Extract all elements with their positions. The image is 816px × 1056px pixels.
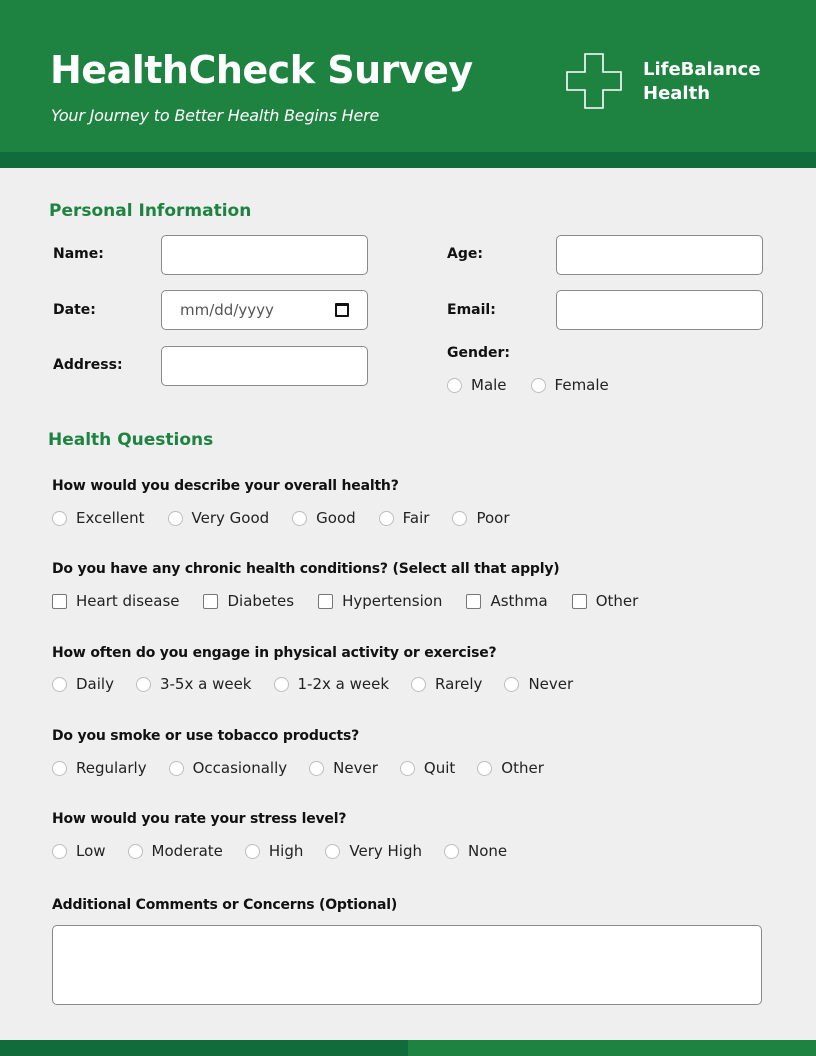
option-label: Fair [402, 509, 430, 527]
option-quit[interactable] [400, 759, 455, 777]
radio-button[interactable] [52, 844, 67, 859]
header-accent-band [0, 152, 816, 168]
option-high[interactable] [245, 842, 303, 860]
checkbox[interactable] [318, 594, 333, 609]
radio-button[interactable] [52, 677, 67, 692]
checkbox[interactable] [466, 594, 481, 609]
calendar-icon[interactable] [335, 303, 349, 317]
option-very-good[interactable] [168, 509, 270, 527]
option-other[interactable] [572, 592, 639, 610]
option-fair[interactable] [379, 509, 430, 527]
option-heart-disease[interactable] [52, 592, 179, 610]
radio-button[interactable] [309, 761, 324, 776]
option-never[interactable] [309, 759, 378, 777]
option-label: Occasionally [192, 759, 288, 777]
gender-label: Gender: [447, 345, 510, 361]
name-label: Name: [53, 246, 104, 262]
option-label: 3-5x a week [159, 675, 252, 693]
option-rarely[interactable] [411, 675, 482, 693]
radio-button[interactable] [477, 761, 492, 776]
section-title-personal: Personal Information [49, 201, 252, 221]
option-daily[interactable] [52, 675, 114, 693]
gender-options [447, 376, 609, 394]
option-label: Good [316, 509, 356, 527]
question-chronic-conditions: Do you have any chronic health conditions? (Select all that apply) [52, 561, 560, 577]
comments-label: Additional Comments or Concerns (Optional) [52, 897, 398, 913]
radio-button[interactable] [274, 677, 289, 692]
radio-button[interactable] [325, 844, 340, 859]
footer-band-left [0, 1040, 408, 1056]
option-good[interactable] [292, 509, 356, 527]
option-never[interactable] [504, 675, 573, 693]
radio-button[interactable] [379, 511, 394, 526]
option-moderate[interactable] [128, 842, 223, 860]
option-label: Low [76, 842, 106, 860]
option-label: Male [471, 376, 507, 394]
medical-cross-icon [566, 53, 622, 109]
date-field[interactable] [161, 290, 368, 330]
age-label: Age: [447, 246, 483, 262]
brand-line-2: Health [643, 83, 711, 104]
footer-band-right [408, 1040, 816, 1056]
page-subtitle: Your Journey to Better Health Begins Here [51, 106, 380, 125]
option-label: Rarely [435, 675, 483, 693]
address-label: Address: [53, 357, 123, 373]
option-other[interactable] [477, 759, 544, 777]
radio-button[interactable] [245, 844, 260, 859]
option-label: Other [501, 759, 544, 777]
radio-button[interactable] [400, 761, 415, 776]
option-label: Very Good [191, 509, 270, 527]
gender-option-female[interactable] [531, 376, 609, 394]
option-label: Hypertension [342, 592, 443, 610]
brand-logo-text [643, 58, 761, 106]
checkbox[interactable] [203, 594, 218, 609]
radio-button[interactable] [531, 378, 546, 393]
name-field[interactable] [161, 235, 368, 275]
option-1-2x-week[interactable] [274, 675, 390, 693]
option-label: None [468, 842, 508, 860]
option-occasionally[interactable] [169, 759, 288, 777]
radio-button[interactable] [444, 844, 459, 859]
gender-option-male[interactable] [447, 376, 507, 394]
radio-button[interactable] [52, 761, 67, 776]
option-label: Never [333, 759, 378, 777]
radio-button[interactable] [447, 378, 462, 393]
email-field[interactable] [556, 290, 763, 330]
question-overall-health: How would you describe your overall health? [52, 478, 399, 494]
radio-button[interactable] [52, 511, 67, 526]
radio-button[interactable] [169, 761, 184, 776]
option-asthma[interactable] [466, 592, 547, 610]
option-label: Regularly [76, 759, 147, 777]
radio-button[interactable] [128, 844, 143, 859]
option-regularly[interactable] [52, 759, 147, 777]
checkbox[interactable] [572, 594, 587, 609]
option-poor[interactable] [452, 509, 509, 527]
option-diabetes[interactable] [203, 592, 294, 610]
option-hypertension[interactable] [318, 592, 442, 610]
options-stress-level [52, 842, 507, 860]
option-label: Female [554, 376, 609, 394]
option-label: 1-2x a week [297, 675, 390, 693]
email-label: Email: [447, 302, 496, 318]
option-label: Never [528, 675, 574, 693]
date-placeholder: mm/dd/yyyy [180, 301, 274, 319]
question-stress-level: How would you rate your stress level? [52, 811, 347, 827]
brand-line-1: LifeBalance [643, 59, 761, 80]
header-banner [0, 0, 816, 152]
option-none[interactable] [444, 842, 507, 860]
options-physical-activity [52, 675, 573, 693]
radio-button[interactable] [411, 677, 426, 692]
options-overall-health [52, 509, 510, 527]
option-label: Asthma [490, 592, 548, 610]
radio-button[interactable] [136, 677, 151, 692]
option-label: Excellent [76, 509, 145, 527]
option-label: High [268, 842, 304, 860]
option-label: Daily [76, 675, 114, 693]
date-label: Date: [53, 302, 96, 318]
option-3-5x-week[interactable] [136, 675, 252, 693]
address-field[interactable] [161, 346, 368, 386]
question-physical-activity: How often do you engage in physical activity or exercise? [52, 645, 497, 661]
section-title-health: Health Questions [48, 430, 214, 450]
option-low[interactable] [52, 842, 106, 860]
option-label: Diabetes [227, 592, 295, 610]
option-very-high[interactable] [325, 842, 422, 860]
option-label: Other [595, 592, 639, 610]
comments-textarea[interactable] [52, 925, 762, 1005]
age-field[interactable] [556, 235, 763, 275]
radio-button[interactable] [504, 677, 519, 692]
checkbox[interactable] [52, 594, 67, 609]
page-title: HealthCheck Survey [50, 48, 473, 92]
radio-button[interactable] [452, 511, 467, 526]
option-label: Very High [349, 842, 422, 860]
option-label: Quit [423, 759, 456, 777]
options-chronic-conditions [52, 592, 638, 610]
option-label: Heart disease [76, 592, 180, 610]
radio-button[interactable] [168, 511, 183, 526]
question-tobacco: Do you smoke or use tobacco products? [52, 728, 360, 744]
option-label: Moderate [151, 842, 223, 860]
radio-button[interactable] [292, 511, 307, 526]
option-excellent[interactable] [52, 509, 145, 527]
options-tobacco [52, 759, 544, 777]
option-label: Poor [476, 509, 510, 527]
